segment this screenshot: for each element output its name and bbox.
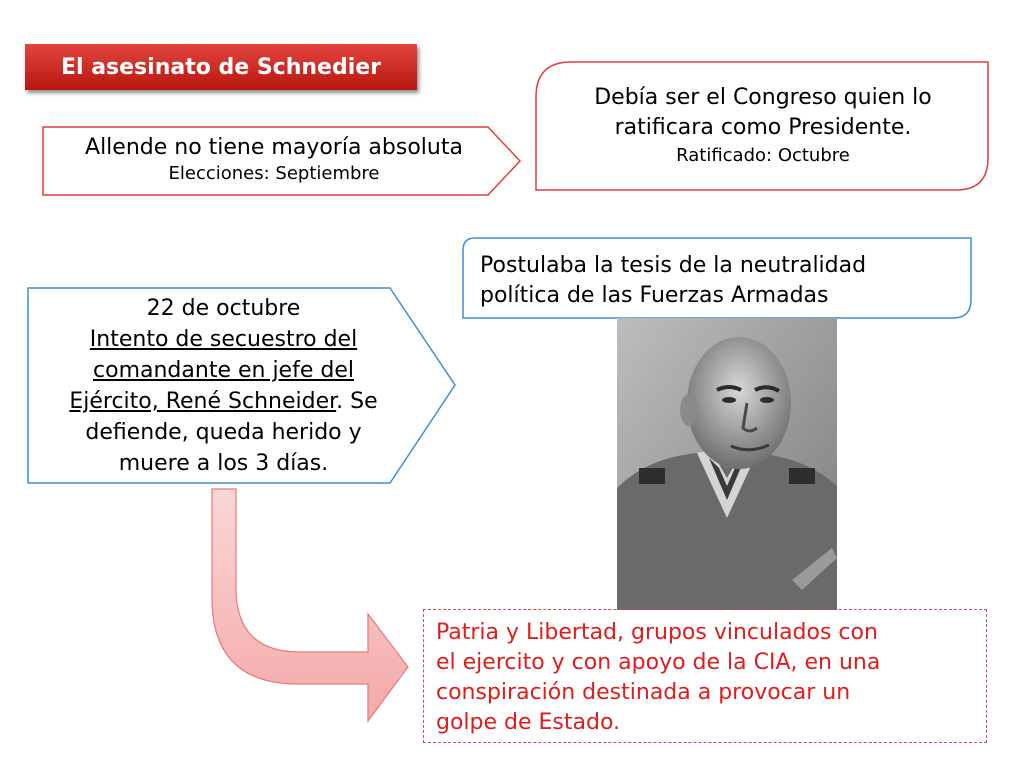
slide-title-text: El asesinato de Schnedier: [60, 54, 382, 80]
portrait-photo: [617, 318, 837, 610]
congreso-line3: Ratificado: Octubre: [676, 145, 850, 166]
allende-line1: Allende no tiene mayoría absoluta: [85, 135, 463, 160]
postulaba-line1: Postulaba la tesis de la neutralidad: [480, 253, 867, 278]
patria-line4: golpe de Estado.: [436, 710, 621, 735]
octubre-box: [36, 293, 411, 479]
patria-line3: conspiración destinada a provocar un: [436, 680, 851, 705]
octubre-after-u3: . Se: [336, 389, 378, 414]
octubre-u3: Ejército, René Schneider: [69, 389, 337, 414]
congreso-line2: ratificara como Presidente.: [614, 115, 912, 140]
postulaba-box: [480, 251, 960, 311]
curved-arrow-shape: [212, 489, 408, 721]
congreso-box: [548, 83, 978, 169]
allende-box: [48, 134, 500, 186]
portrait-photo-icon: [617, 318, 837, 610]
congreso-line1: Debía ser el Congreso quien lo: [594, 85, 932, 110]
octubre-line5: defiende, queda herido y: [85, 420, 362, 445]
postulaba-line2: política de las Fuerzas Armadas: [480, 283, 829, 308]
octubre-line6: muere a los 3 días.: [118, 451, 329, 476]
patria-line1: Patria y Libertad, grupos vinculados con: [436, 620, 878, 645]
patria-line2: el ejercito y con apoyo de la CIA, en una: [436, 650, 881, 675]
patria-box: [423, 609, 987, 743]
allende-line2: Elecciones: Septiembre: [168, 163, 380, 184]
octubre-date: 22 de octubre: [146, 296, 301, 321]
octubre-u1: Intento de secuestro del: [89, 327, 358, 352]
octubre-u2: comandante en jefe del: [93, 358, 354, 383]
slide-title: [25, 44, 417, 90]
